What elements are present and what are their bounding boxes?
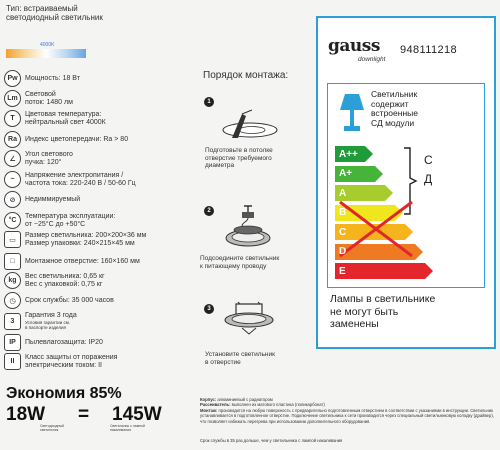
- energy-class-letter: C: [339, 226, 347, 238]
- spec-text: [25, 213, 115, 229]
- spec-item: [4, 253, 194, 270]
- led-wattage: 18W: [6, 404, 46, 425]
- install-title: Порядок монтажа:: [203, 70, 289, 81]
- spec-main-text: Вес светильника: 0,65 кг Вес с упаковкой: 0,75 кг: [25, 272, 105, 288]
- spec-item: [4, 171, 194, 188]
- spec-main-text: Мощность: 18 Вт: [25, 74, 80, 82]
- angle-icon: ∠: [4, 150, 21, 167]
- spec-main-text: Цветовая температура: нейтральный свет 4000К: [25, 110, 106, 126]
- spec-main-text: Световой поток: 1480 лм: [25, 90, 73, 106]
- step-3-text: Установите светильник в отверстие: [205, 351, 275, 366]
- spec-text: [25, 258, 140, 266]
- spec-text: [25, 196, 80, 204]
- spec-main-text: Недиммируемый: [25, 195, 81, 203]
- cutout-icon: □: [4, 253, 21, 270]
- cri-icon: Ra: [4, 131, 21, 148]
- lumen-icon: Lm: [4, 90, 21, 107]
- spec-text: [25, 354, 117, 370]
- spec-main-text: Срок службы: 35 000 часов: [25, 296, 114, 304]
- spec-text: [25, 136, 128, 144]
- spec-item: [4, 272, 194, 289]
- lamp-description: Светильник содержит встроенные СД модули: [371, 89, 418, 128]
- energy-class-letter: A++: [339, 148, 358, 160]
- color-temperature-bar: [6, 49, 86, 58]
- step-1-number: 1: [204, 97, 214, 107]
- economy-title: Экономия 85%: [6, 385, 122, 402]
- energy-class-arrow: [335, 146, 365, 162]
- step-2-text: Подсоедините светильник к питающему проводу: [200, 255, 280, 270]
- energy-class-letter: D: [339, 246, 347, 257]
- spec-main-text: Класс защиты от поражения электрическим током: II: [25, 353, 118, 369]
- thermometer-icon: T: [4, 110, 21, 127]
- spec-text: [25, 151, 73, 167]
- energy-class-arrow: [335, 263, 425, 279]
- step-1-text: Подготовьте в потолке отверстие требуемого диаметра: [205, 147, 273, 169]
- spec-text: [25, 75, 80, 83]
- step-3-illustration: [222, 298, 276, 348]
- class-range-bottom: Д: [424, 172, 433, 186]
- warranty-icon: 3: [4, 313, 21, 330]
- footnote-line: Корпус: алюминиевый с радиатором: [200, 397, 273, 402]
- spec-text: [25, 111, 106, 127]
- energy-class-letter: B: [339, 207, 347, 218]
- clock-icon: ◷: [4, 292, 21, 309]
- temperature-range-icon: °C: [4, 212, 21, 229]
- spec-text: [25, 339, 103, 347]
- spec-item: [4, 292, 194, 309]
- step-2-number: 2: [204, 206, 214, 216]
- class-range-top: С: [424, 153, 433, 167]
- voltage-icon: ~: [4, 171, 21, 188]
- spec-item: [4, 90, 194, 107]
- spec-main-text: Гарантия 3 года: [25, 312, 77, 319]
- spec-item: [4, 334, 194, 351]
- led-wattage-label: Светодиодный светильник: [40, 424, 64, 432]
- spec-text: [25, 91, 73, 107]
- footnote-lifespan: Срок службы в 35 раз дольше, чем у светильника с лампой накаливания: [200, 438, 343, 443]
- spec-text: [25, 273, 105, 289]
- spec-subtext: Условия гарантии см. в паспорте изделия: [25, 320, 71, 330]
- incandescent-wattage-label: Светильник с лампой накаливания: [110, 424, 145, 432]
- spec-item: [4, 191, 194, 208]
- spec-item: [4, 70, 194, 87]
- no-dim-icon: ⊘: [4, 191, 21, 208]
- spec-main-text: Индекс цветопередачи: Ra > 80: [25, 135, 129, 143]
- footnote-line: Монтаж: производится на любую поверхность с предварительно подготовленным отверстием в соответствии с указаниями в инструкции. Светильник устанавливается в подготовленное отверстие. Подключение светильника к сети производится через специальный светильниковую колодку (драйвер), что позволяет избежать перегрева при использовании дополнительного оборудования.: [200, 407, 494, 424]
- footnote-line: Рассеиватель: выполнен из матового пластика (поликарбонат): [200, 402, 325, 408]
- step-1-illustration: [218, 108, 278, 146]
- spec-main-text: Пылевлагозащита: IP20: [25, 338, 103, 346]
- spec-main-text: Угол светового пучка: 120°: [25, 150, 73, 166]
- incandescent-wattage: 145W: [112, 404, 162, 425]
- spec-main-text: Напряжение электропитания / частота тока: 220-240 В / 50-60 Гц: [25, 171, 136, 187]
- spec-item: [4, 131, 194, 148]
- not-replaceable-notice: Лампы в светильнике не могут быть заменены: [330, 293, 436, 330]
- ip-icon: IP: [4, 334, 21, 351]
- spec-main-text: Размер светильника: 200×200×36 мм Размер упаковки: 240×215×45 мм: [25, 231, 147, 247]
- lamp-icon: [337, 92, 367, 134]
- spec-item: [4, 231, 194, 248]
- weight-icon: kg: [4, 272, 21, 289]
- power-icon: Pw: [4, 70, 21, 87]
- energy-class-arrow: [335, 166, 375, 182]
- type-line-2: светодиодный светильник: [6, 13, 103, 22]
- step-2-illustration: [222, 204, 274, 254]
- spec-text: [25, 172, 136, 188]
- spec-item: [4, 212, 194, 229]
- spec-text: [25, 312, 77, 330]
- spec-item: [4, 110, 194, 127]
- model-number: 948111218: [400, 44, 458, 56]
- spec-item: [4, 312, 194, 330]
- cross-out-mark: [336, 198, 416, 260]
- spec-main-text: Монтажное отверстие: 160×160 мм: [25, 257, 140, 265]
- product-type: [6, 4, 166, 22]
- spec-text: [25, 297, 114, 305]
- brand-subtitle: downlight: [358, 56, 386, 63]
- brand-logo: gauss: [328, 36, 380, 56]
- cct-label: 4000K: [40, 42, 55, 48]
- type-line-1: Тип: встраиваемый: [6, 4, 78, 13]
- energy-class-letter: A: [339, 187, 347, 199]
- spec-item: [4, 150, 194, 167]
- class-icon: II: [4, 353, 21, 370]
- step-3-number: 3: [204, 304, 214, 314]
- equals-sign: =: [78, 404, 90, 425]
- footnote: [200, 397, 496, 424]
- spec-text: [25, 232, 146, 248]
- size-icon: ▭: [4, 231, 21, 248]
- energy-class-letter: A+: [339, 168, 353, 179]
- energy-class-letter: E: [339, 265, 346, 277]
- spec-item: [4, 353, 194, 370]
- spec-main-text: Температура эксплуатации: от −25°С до +50°С: [25, 212, 116, 228]
